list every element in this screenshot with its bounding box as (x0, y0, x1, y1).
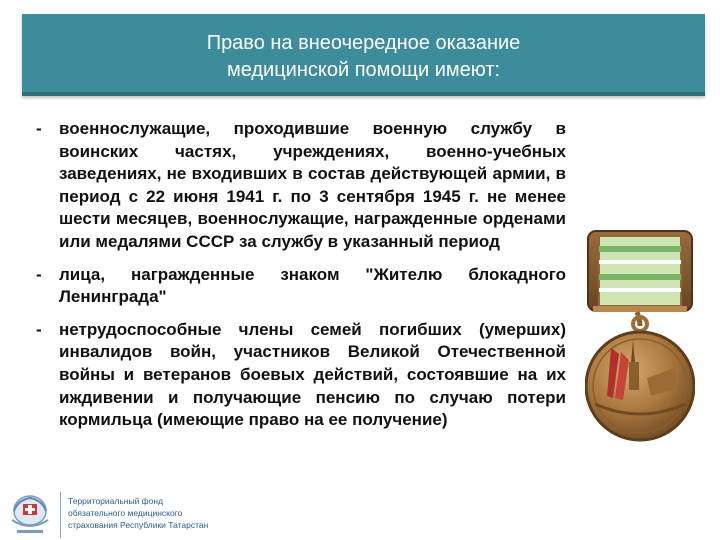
fund-logo-icon (8, 492, 52, 538)
list-item-text: нетрудоспособные члены семей погибших (умерших) инвалидов войн, участников Великой Отечественной войны и ветеранов боевых действий, состоявшие на их иждивении и получающие пенсию по случаю потери кормильца (имеющие право на ее получение) (59, 319, 566, 430)
footer-line-3: страхования Республики Татарстан (68, 520, 209, 530)
title-line-2: медицинской помощи имеют: (226, 59, 501, 81)
title-line-1: Право на внеочередное оказание (206, 32, 521, 54)
footer-org-name (68, 495, 208, 531)
title-banner (22, 14, 705, 96)
footer-line-1: Территориальный фонд (68, 496, 164, 506)
eligibility-list (36, 118, 566, 432)
footer-line-2: обязательного медицинского (68, 508, 183, 518)
list-dash: - (36, 264, 42, 284)
list-item (36, 118, 566, 254)
medal-icon (585, 228, 695, 450)
list-item (36, 264, 566, 309)
page-title (22, 30, 705, 84)
list-item-text: лица, награжденные знаком "Жителю блокадного Ленинграда" (59, 264, 566, 307)
list-dash: - (36, 319, 42, 339)
list-item-text: военнослужащие, проходившие военную службу в воинских частях, учреждениях, военно-учебных заведениях, не входивших в состав действующей армии, в период с 22 июня 1941 г. по 3 сентября 1945 г. не менее шести месяцев, военнослужащие, награжденные орденами или медалями СССР за службу в указанный период (59, 119, 566, 251)
footer-divider (60, 492, 61, 538)
list-dash: - (36, 119, 42, 138)
list-item (36, 319, 566, 432)
